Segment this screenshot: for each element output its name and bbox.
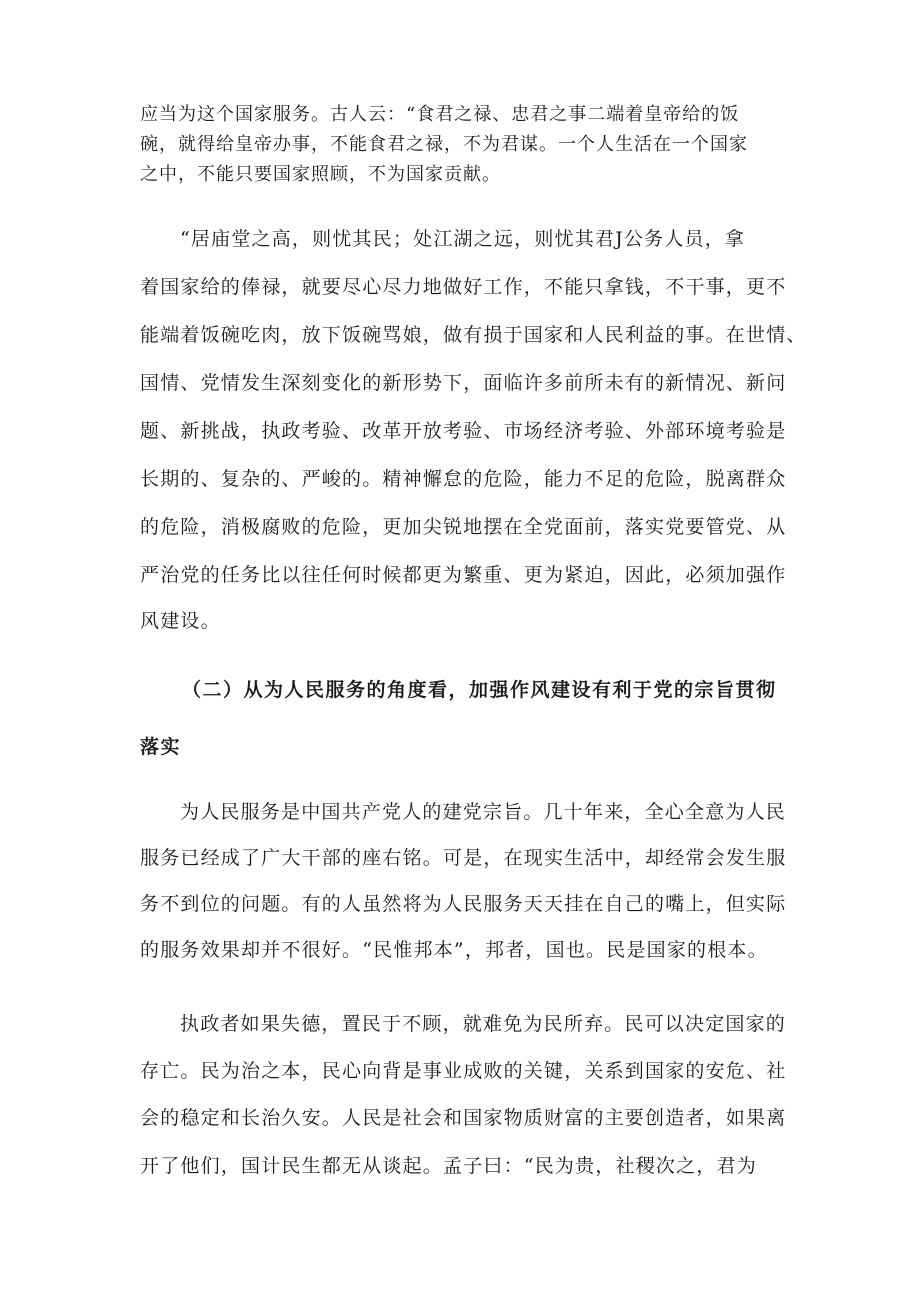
paragraph-line: 着国家给的俸禄，就要尽心尽力地做好工作，不能只拿钱，不干事，更不 xyxy=(140,276,787,298)
paragraph-line: 之中，不能只要国家照顾，不为国家贡献。 xyxy=(140,164,501,185)
paragraph-line: “居庙堂之高，则忧其民；处江湖之远，则忧其君J公务人员，拿 xyxy=(180,228,746,250)
paragraph-line: 国情、党情发生深刻变化的新形势下，面临许多前所未有的新情况、新问 xyxy=(140,372,787,394)
paragraph-line: 能端着饭碗吃肉，放下饭碗骂娘，做有损于国家和人民利益的事。在世情、 xyxy=(140,324,807,346)
paragraph-line: 存亡。民为治之本，民心向背是事业成败的关键，关系到国家的安危、社 xyxy=(140,1060,787,1082)
paragraph-line: 的危险，消极腐败的危险，更加尖锐地摆在全党面前，落实党要管党、从 xyxy=(140,516,787,538)
paragraph-line: 题、新挑战，执政考验、改革开放考验、市场经济考验、外部环境考验是 xyxy=(140,420,787,442)
paragraph-line: 开了他们，国计民生都无从谈起。孟子曰：“民为贵，社稷次之，君为 xyxy=(140,1155,757,1177)
paragraph-line: 服务已经成了广大干部的座右铭。可是，在现实生活中，却经常会发生服 xyxy=(140,847,787,869)
paragraph-line: 长期的、复杂的、严峻的。精神懈怠的危险，能力不足的危险，脱离群众 xyxy=(140,468,787,490)
paragraph-line: 为人民服务是中国共产党人的建党宗旨。几十年来，全心全意为人民 xyxy=(180,801,787,823)
section-heading: 落实 xyxy=(140,736,182,758)
paragraph-line: 应当为这个国家服务。古人云：“食君之禄、忠君之事二端着皇帝给的饭 xyxy=(140,104,740,125)
paragraph-line: 严治党的任务比以往任何时候都更为繁重、更为紧迫，因此，必须加强作 xyxy=(140,564,787,586)
paragraph-line: 碗，就得给皇帝办事，不能食君之禄，不为君谋。一个人生活在一个国家 xyxy=(140,134,748,155)
paragraph-line: 会的稳定和长治久安。人民是社会和国家物质财富的主要创造者，如果离 xyxy=(140,1107,787,1129)
paragraph-line: 务不到位的问题。有的人虽然将为人民服务天天挂在自己的嘴上，但实际 xyxy=(140,893,787,915)
paragraph-line: 执政者如果失德，置民于不顾，就难免为民所弃。民可以决定国家的 xyxy=(180,1013,787,1035)
section-heading: （二）从为人民服务的角度看，加强作风建设有利于党的宗旨贯彻 xyxy=(182,679,777,701)
paragraph-line: 的服务效果却并不很好。“民惟邦本”，邦者，国也。民是国家的根本。 xyxy=(140,939,768,961)
paragraph-line: 风建设。 xyxy=(140,610,221,632)
